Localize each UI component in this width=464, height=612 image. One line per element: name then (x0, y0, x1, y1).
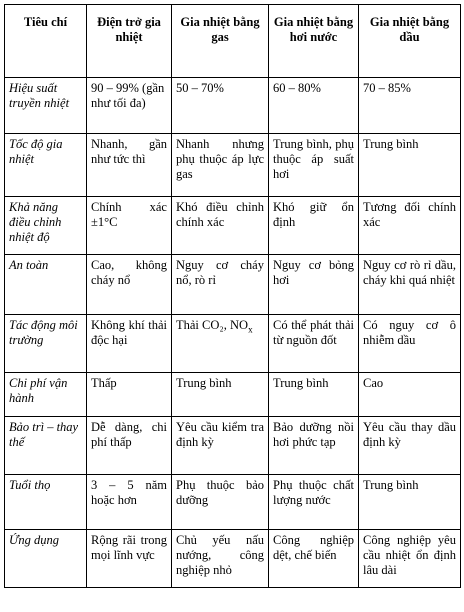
row-criterion: Chi phí vận hành (5, 373, 87, 417)
cell-gas: Yêu cầu kiểm tra định kỳ (172, 417, 269, 475)
table-row (5, 475, 461, 530)
header-row (5, 5, 461, 78)
cell-steam: Bảo dưỡng nồi hơi phức tạp (269, 417, 359, 475)
cell-resistor: Cao, không cháy nổ (87, 255, 172, 315)
cell-steam: Trung bình, phụ thuộc áp suất hơi (269, 134, 359, 197)
cell-resistor: Rộng rãi trong mọi lĩnh vực (87, 530, 172, 588)
header-gas-heating: Gia nhiệt bằng gas (172, 5, 269, 78)
cell-oil: Yêu cầu thay dầu định kỳ (359, 417, 461, 475)
table-row (5, 197, 461, 255)
cell-steam: Phụ thuộc chất lượng nước (269, 475, 359, 530)
row-criterion: Tốc độ gia nhiệt (5, 134, 87, 197)
cell-oil: Trung bình (359, 134, 461, 197)
table-row (5, 530, 461, 588)
table-row (5, 373, 461, 417)
cell-oil: Trung bình (359, 475, 461, 530)
cell-steam: 60 – 80% (269, 78, 359, 134)
cell-gas: Phụ thuộc bảo dưỡng (172, 475, 269, 530)
comparison-table (4, 4, 461, 588)
cell-gas: Nhanh nhưng phụ thuộc áp lực gas (172, 134, 269, 197)
cell-gas: Trung bình (172, 373, 269, 417)
cell-steam: Nguy cơ bỏng hơi (269, 255, 359, 315)
table-row (5, 255, 461, 315)
row-criterion: An toàn (5, 255, 87, 315)
row-criterion: Tác động môi trường (5, 315, 87, 373)
cell-oil: Nguy cơ rò rỉ dầu, cháy khi quá nhiệt (359, 255, 461, 315)
cell-gas: Chủ yếu nấu nướng, công nghiệp nhỏ (172, 530, 269, 588)
cell-steam: Có thể phát thải từ nguồn đốt (269, 315, 359, 373)
header-criterion: Tiêu chí (5, 5, 87, 78)
table-row (5, 78, 461, 134)
header-steam-heating: Gia nhiệt bằng hơi nước (269, 5, 359, 78)
cell-resistor: Chính xác ±1°C (87, 197, 172, 255)
cell-oil: Công nghiệp yêu cầu nhiệt ổn định lâu dài (359, 530, 461, 588)
cell-resistor: Dễ dàng, chi phí thấp (87, 417, 172, 475)
cell-gas: Nguy cơ cháy nổ, rò rỉ (172, 255, 269, 315)
cell-oil: 70 – 85% (359, 78, 461, 134)
row-criterion: Ứng dụng (5, 530, 87, 588)
cell-resistor: 3 – 5 năm hoặc hơn (87, 475, 172, 530)
cell-gas: 50 – 70% (172, 78, 269, 134)
table-row (5, 417, 461, 475)
header-resistor-heating: Điện trở gia nhiệt (87, 5, 172, 78)
header-oil-heating: Gia nhiệt bằng dầu (359, 5, 461, 78)
row-criterion: Hiệu suất truyền nhiệt (5, 78, 87, 134)
cell-resistor: Thấp (87, 373, 172, 417)
cell-gas: Khó điều chỉnh chính xác (172, 197, 269, 255)
cell-oil: Có nguy cơ ô nhiễm dầu (359, 315, 461, 373)
cell-gas-text: Thải CO₂, NO (176, 318, 249, 332)
table-row (5, 315, 461, 373)
cell-oil: Cao (359, 373, 461, 417)
cell-resistor: Không khí thải độc hại (87, 315, 172, 373)
row-criterion: Tuổi thọ (5, 475, 87, 530)
cell-gas-subscript: x (248, 324, 253, 335)
cell-oil: Tương đối chính xác (359, 197, 461, 255)
cell-resistor: 90 – 99% (gần như tối đa) (87, 78, 172, 134)
table-row (5, 134, 461, 197)
cell-resistor: Nhanh, gần như tức thì (87, 134, 172, 197)
row-criterion: Bảo trì – thay thế (5, 417, 87, 475)
row-criterion: Khả năng điều chỉnh nhiệt độ (5, 197, 87, 255)
cell-gas (172, 315, 269, 373)
cell-steam: Trung bình (269, 373, 359, 417)
cell-steam: Công nghiệp dệt, chế biến (269, 530, 359, 588)
cell-steam: Khó giữ ổn định (269, 197, 359, 255)
